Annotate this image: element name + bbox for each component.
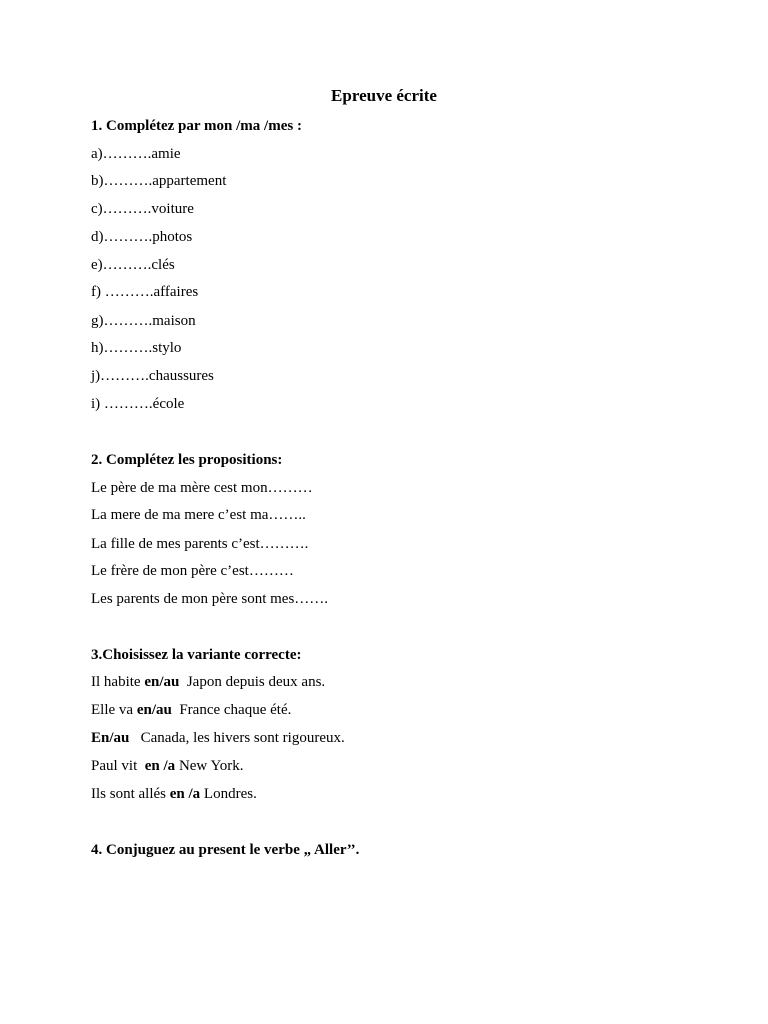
exercise-1-item-g: g)……….maison [91,313,196,329]
exercise-2-item: Les parents de mon père sont mes……. [91,591,329,607]
sentence-end: Japon depuis deux ans. [179,674,326,690]
sentence-start: Ils sont allés [91,786,170,802]
exercise-1-item-j: j)……….chaussures [91,368,214,384]
sentence-start: Il habite [91,674,145,690]
exercise-1-item-d: d)……….photos [91,229,193,245]
exercise-2-item: La mere de ma mere c’est ma…….. [91,507,306,523]
sentence-start: Elle va [91,702,137,718]
exercise-3-item [91,785,257,803]
sentence-end: France chaque été. [171,702,292,718]
choice-options: en /a [144,758,176,774]
exercise-1-item-i: i) ……….école [91,396,185,412]
exercise-3-item [91,701,291,719]
exercise-1-item-a: a)……….amie [91,146,181,162]
exercise-3-item [91,757,244,775]
sentence-end: New York. [175,758,244,774]
exercise-1-item-h: h)……….stylo [91,340,182,356]
exercise-3-item [91,729,345,747]
exercise-2-item: Le père de ma mère cest mon……… [91,480,313,496]
section-2-heading: 2. Complétez les propositions: [91,452,283,468]
choice-options: en/au [136,702,172,718]
sentence-start: Paul vit [91,758,145,774]
page-title: Epreuve écrite [331,86,437,105]
choice-options: en/au [144,674,180,690]
exercise-1-item-c: c)……….voiture [91,201,194,217]
exercise-2-item: Le frère de mon père c’est……… [91,563,294,579]
exercise-3-item [91,673,325,691]
choice-options: En/au [91,730,130,746]
choice-options: en /a [169,786,201,802]
sentence-end: Canada, les hivers sont rigoureux. [129,730,345,746]
section-3-heading: 3.Choisissez la variante correcte: [91,647,302,663]
exercise-1-item-f: f) ……….affaires [91,284,199,300]
exercise-1-item-b: b)……….appartement [91,173,227,189]
section-1-heading: 1. Complétez par mon /ma /mes : [91,118,302,134]
section-4-heading: 4. Conjuguez au present le verbe „ Aller’’. [91,842,360,858]
exercise-2-item: La fille de mes parents c’est………. [91,536,309,552]
exercise-1-item-e: e)……….clés [91,257,175,273]
sentence-end: Londres. [200,786,257,802]
